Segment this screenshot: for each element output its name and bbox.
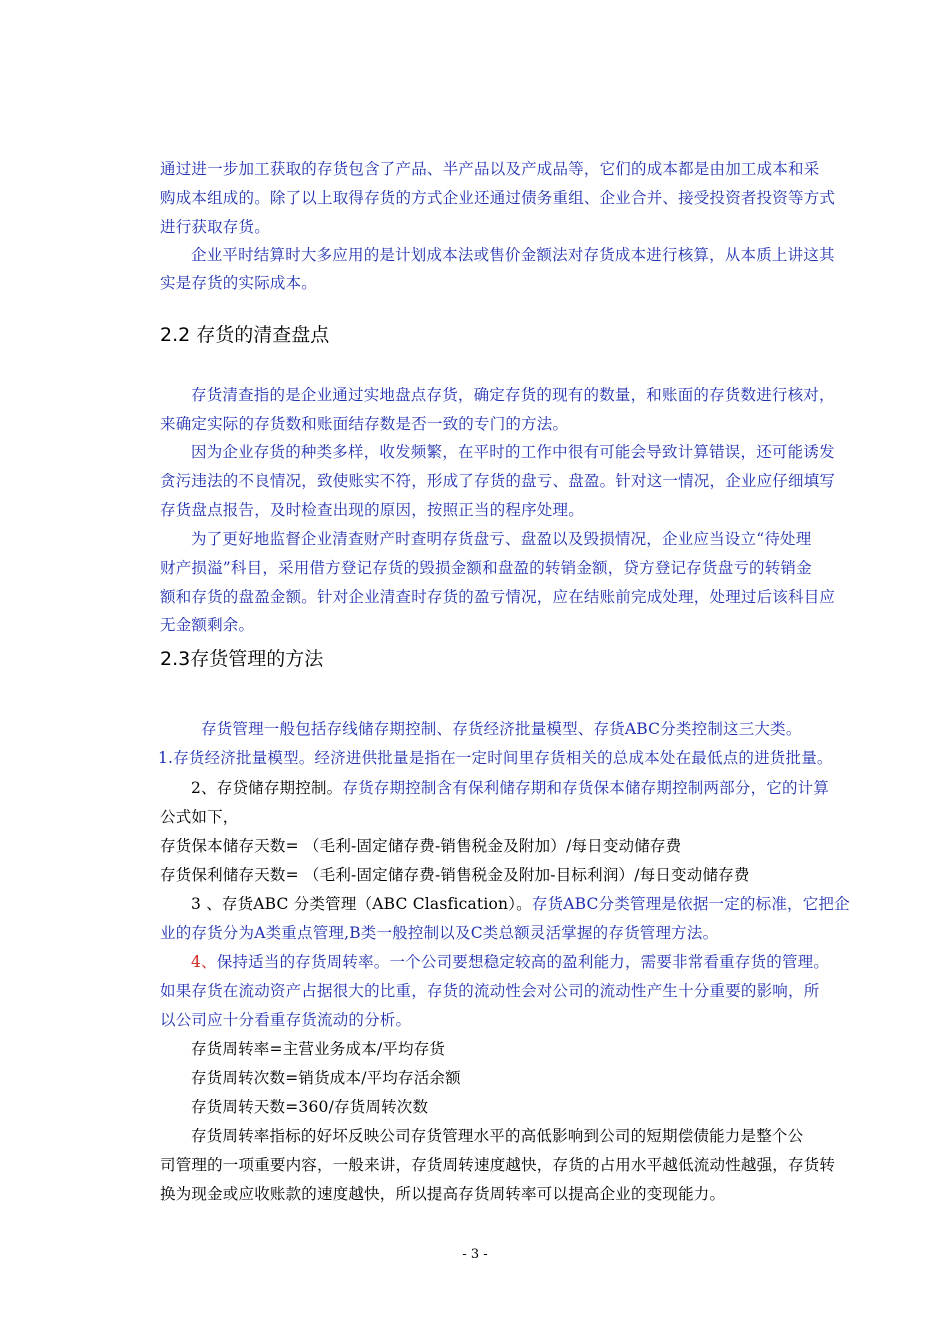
s22-p2-line-3: 存货盘点报告，及时检查出现的原因，按照正当的程序处理。 xyxy=(160,501,584,519)
s23-item-2-text: 存货存期控制含有保利储存期和存货保本储存期控制两部分，它的计算 xyxy=(342,779,830,797)
s23-item-4-line-1 xyxy=(160,951,901,973)
turnover-formula-rate: 存货周转率=主营业务成本/平均存货 xyxy=(191,1040,446,1058)
page-number: - 3 - xyxy=(462,1247,488,1262)
turnover-formula-days: 存货周转天数=360/存货周转次数 xyxy=(191,1098,429,1116)
s22-p3-line-4: 无金额剩余。 xyxy=(160,616,255,634)
intro-p1-line-3: 进行获取存货。 xyxy=(160,218,270,236)
s23-item-2-line-1 xyxy=(160,777,901,799)
section-heading-2-3: 2.3存货管理的方法 xyxy=(160,648,324,670)
s22-p2-line-2: 贪污违法的不良情况，致使账实不符，形成了存货的盘亏、盘盈。针对这一情况，企业应仔细填写 xyxy=(160,472,836,490)
s23-item-4-line-2: 如果存货在流动资产占据很大的比重，存货的流动性会对公司的流动性产生十分重要的影响，所 xyxy=(160,982,820,1000)
s22-p1-line-2: 来确定实际的存货数和账面结存数是否一致的专门的方法。 xyxy=(160,415,569,433)
s23-item-4-text: 保持适当的存货周转率。一个公司要想稳定较高的盈利能力，需要非常看重存货的管理。 xyxy=(216,953,830,971)
s23-item-2-lead: 2、存贷储存期控制。 xyxy=(191,779,343,797)
formula-target-profit-days: 存货保利储存天数= （毛利-固定储存费-销售税金及附加-目标利润）/每日变动储存费 xyxy=(160,866,750,884)
closing-line-3: 换为现金或应收账款的速度越快，所以提高存货周转率可以提高企业的变现能力。 xyxy=(160,1185,726,1203)
intro-p2-line-1: 企业平时结算时大多应用的是计划成本法或售价金额法对存货成本进行核算，从本质上讲这其 xyxy=(191,246,835,264)
s23-item-4-number: 4、 xyxy=(191,953,217,971)
s23-item-3-line-1 xyxy=(160,893,901,915)
s23-item-1: 1.存货经济批量模型。经济进供批量是指在一定时间里存货相关的总成本处在最低点的进货批量。 xyxy=(158,749,833,767)
s22-p3-line-1: 为了更好地监督企业清查财产时查明存货盘亏、盘盈以及毁损情况，企业应当设立“待处理 xyxy=(191,530,812,548)
s23-intro: 存货管理一般包括存线储存期控制、存货经济批量模型、存货ABC分类控制这三大类。 xyxy=(201,720,802,738)
closing-line-1: 存货周转率指标的好坏反映公司存货管理水平的高低影响到公司的短期偿债能力是整个公 xyxy=(191,1127,804,1145)
s23-item-3-text: 存货ABC分类管理是依据一定的标准，它把企 xyxy=(531,895,850,913)
s23-item-3-line-2: 业的存货分为A类重点管理,B类一般控制以及C类总额灵活掌握的存货管理方法。 xyxy=(160,924,719,942)
closing-line-2: 司管理的一项重要内容，一般来讲，存货周转速度越快，存货的占用水平越低流动性越强，存货转 xyxy=(160,1156,836,1174)
s22-p3-line-2: 财产损溢”科目，采用借方登记存货的毁损金额和盘盈的转销金额，贷方登记存货盘亏的转销金 xyxy=(160,559,812,577)
section-heading-2-2: 2.2 存货的清查盘点 xyxy=(160,324,330,346)
turnover-formula-times: 存货周转次数=销货成本/平均存活余额 xyxy=(191,1069,461,1087)
s23-item-2-line-2: 公式如下， xyxy=(160,808,239,826)
s23-item-4-line-3: 以公司应十分看重存货流动的分析。 xyxy=(160,1011,412,1029)
intro-p1-line-2: 购成本组成的。除了以上取得存货的方式企业还通过债务重组、企业合并、接受投资者投资等方式 xyxy=(160,189,836,207)
s22-p1-line-1: 存货清查指的是企业通过实地盘点存货，确定存货的现有的数量，和账面的存货数进行核对， xyxy=(191,386,835,404)
intro-p2-line-2: 实是存货的实际成本。 xyxy=(160,274,318,292)
s22-p3-line-3: 额和存货的盘盈金额。针对企业清查时存货的盈亏情况，应在结账前完成处理，处理过后该科目应 xyxy=(160,588,836,606)
formula-break-even-days: 存货保本储存天数= （毛利-固定储存费-销售税金及附加）/每日变动储存费 xyxy=(160,837,682,855)
s23-item-3-lead: 3 、存货ABC 分类管理（ABC Clasfication）。 xyxy=(191,895,532,913)
s22-p2-line-1: 因为企业存货的种类多样，收发频繁，在平时的工作中很有可能会导致计算错误，还可能诱发 xyxy=(191,443,835,461)
intro-p1-line-1: 通过进一步加工获取的存货包含了产品、半产品以及产成品等，它们的成本都是由加工成本和采 xyxy=(160,160,820,178)
